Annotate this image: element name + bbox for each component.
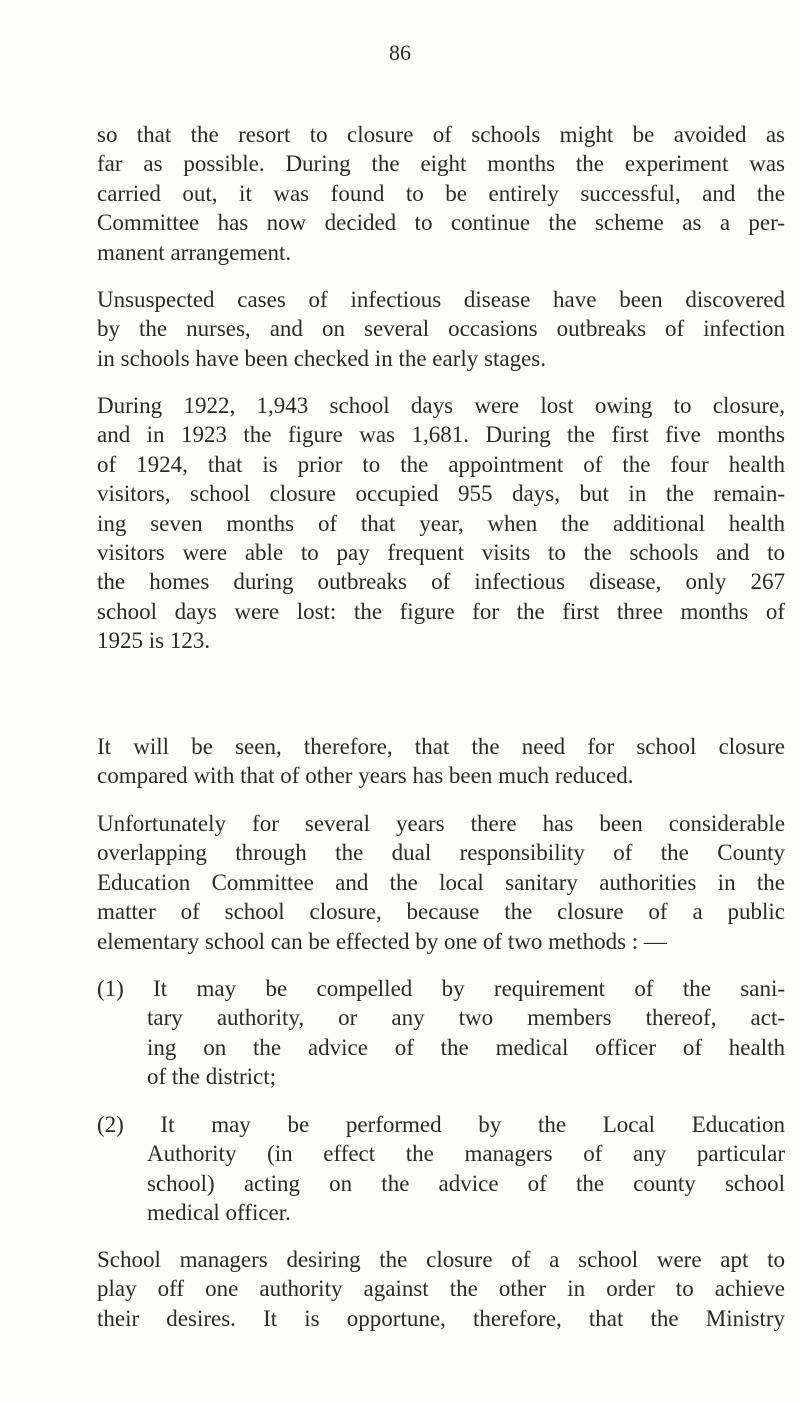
paragraph-line: manent arrangement.	[97, 239, 292, 265]
list-item-line: of the district;	[147, 1064, 277, 1090]
paragraph-line: school days were lost: the figure for the first three months of	[97, 598, 785, 624]
paragraph-line: visitors, school closure occupied 955 days, but in the remain-	[97, 481, 785, 507]
paragraph-line: visitors were able to pay frequent visits to the schools and to	[97, 540, 785, 565]
paragraph-line: 1925 is 123.	[97, 628, 211, 654]
paragraph-line: play off one authority against the other in order to achieve	[97, 1276, 785, 1302]
paragraph-line: Education Committee and the local sanitary authorities in the	[97, 869, 785, 895]
paragraph-line: of 1924, that is prior to the appointment of the four health	[97, 451, 785, 477]
paragraph-line: Unfortunately for several years there has been considerable	[97, 811, 785, 836]
list-item-line: tary authority, or any two members thereof, act-	[147, 1005, 785, 1031]
paragraph-line: School managers desiring the closure of a school were apt to	[97, 1247, 785, 1272]
paragraph-line: by the nurses, and on several occasions outbreaks of infection	[97, 316, 785, 342]
list-item-line: ing on the advice of the medical officer of health	[147, 1034, 785, 1060]
paragraph-line: During 1922, 1,943 school days were lost owing to closure,	[97, 393, 785, 418]
paragraph-line: in schools have been checked in the early stages.	[97, 345, 546, 371]
list-item-line: (1) It may be compelled by requirement of the sani-	[97, 976, 785, 1001]
list-item-line: Authority (in effect the managers of any particular	[147, 1141, 785, 1167]
paragraph-line: It will be seen, therefore, that the need for school closure	[97, 734, 785, 759]
paragraph-line: their desires. It is opportune, therefore, that the Ministry	[97, 1305, 785, 1331]
paragraph-line: the homes during outbreaks of infectious disease, only 267	[97, 569, 785, 595]
paragraph-line: overlapping through the dual responsibility of the County	[97, 840, 785, 866]
list-item-line: (2) It may be performed by the Local Education	[97, 1112, 785, 1137]
paragraph-line: Committee has now decided to continue the scheme as a per-	[97, 210, 785, 236]
paragraph-line: compared with that of other years has been much reduced.	[97, 763, 634, 789]
list-item-line: school) acting on the advice of the county school	[147, 1170, 785, 1196]
paragraph-line: and in 1923 the figure was 1,681. During the first five months	[97, 422, 785, 448]
paragraph-line: Unsuspected cases of infectious disease have been discovered	[97, 287, 785, 312]
page-number: 86	[389, 40, 411, 65]
paragraph-line: carried out, it was found to be entirely successful, and the	[97, 180, 785, 206]
paragraph-line: far as possible. During the eight months the experiment was	[97, 151, 785, 177]
paragraph-line: matter of school closure, because the closure of a public	[97, 899, 785, 925]
paragraph-line: elementary school can be effected by one of two methods : —	[97, 928, 667, 954]
list-item-line: medical officer.	[147, 1200, 291, 1226]
paragraph-line: ing seven months of that year, when the additional health	[97, 510, 785, 536]
paragraph-line: so that the resort to closure of schools might be avoided as	[97, 122, 785, 147]
